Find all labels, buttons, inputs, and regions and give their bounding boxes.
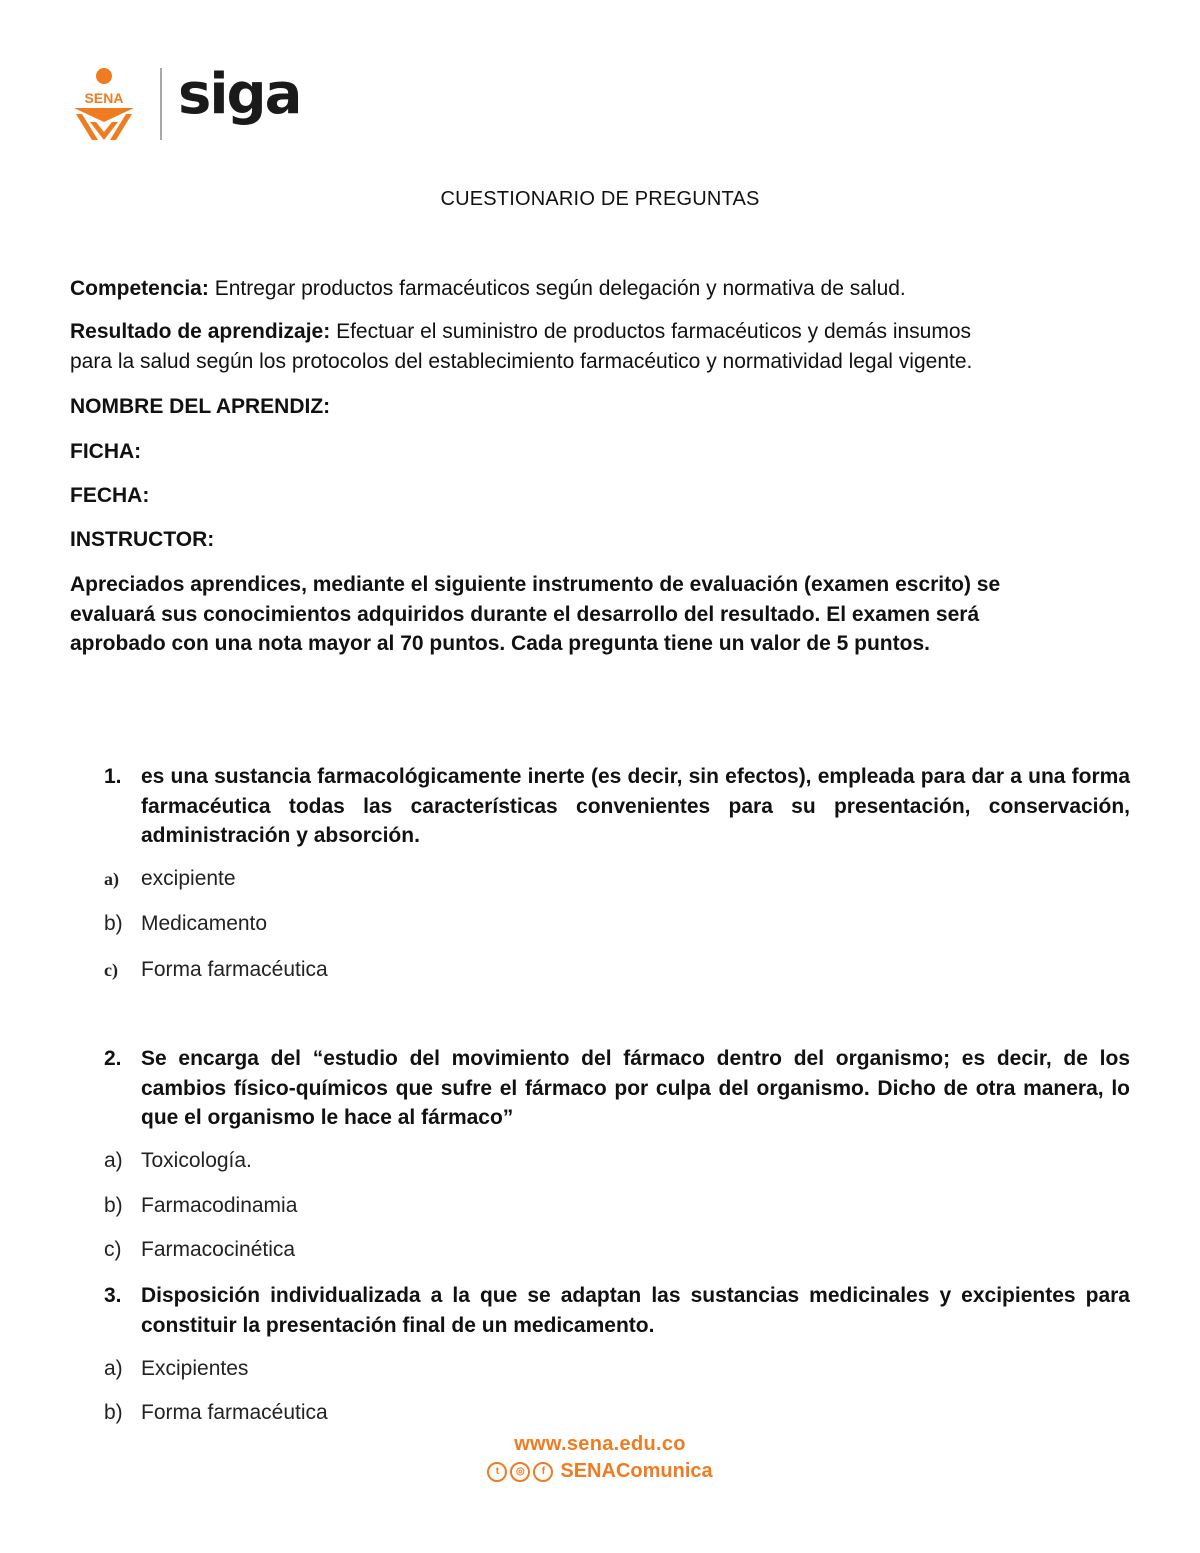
- instructions-paragraph: [70, 570, 1130, 659]
- competencia-text: Entregar productos farmacéuticos según delegación y normativa de salud.: [208, 277, 906, 300]
- question-text: Disposición individualizada a la que se adaptan las sustancias medicinales y excipientes para constituir la presentación final de un medicamento.: [141, 1284, 1130, 1337]
- question-1: [104, 762, 1130, 851]
- option-text: Toxicología.: [141, 1149, 252, 1172]
- instructions-line: aprobado con una nota mayor al 70 puntos. Cada pregunta tiene un valor de 5 puntos.: [70, 632, 930, 655]
- logo-divider: [160, 68, 162, 140]
- question-3: [104, 1281, 1130, 1340]
- option-text: Farmacocinética: [141, 1238, 296, 1261]
- competencia-label: Competencia:: [70, 277, 209, 300]
- sena-logo-icon: [68, 66, 140, 142]
- option-letter: b): [104, 912, 123, 935]
- competencia-paragraph: [70, 274, 1130, 304]
- resultado-paragraph: [70, 317, 1130, 377]
- facebook-icon[interactable]: f: [533, 1462, 553, 1482]
- option-letter: a): [104, 869, 119, 889]
- option-text: Medicamento: [141, 912, 268, 935]
- question-3-option-a[interactable]: [104, 1354, 248, 1384]
- resultado-label: Resultado de aprendizaje:: [70, 320, 331, 343]
- document-title: CUESTIONARIO DE PREGUNTAS: [440, 188, 760, 210]
- question-2-option-a[interactable]: [104, 1146, 252, 1176]
- resultado-text-line2: para la salud según los protocolos del establecimiento farmacéutico y normatividad legal vigente.: [70, 350, 973, 373]
- ficha-field-label: FICHA:: [70, 440, 142, 463]
- option-text: excipiente: [141, 867, 236, 890]
- footer-social-handle[interactable]: SENAComunica: [560, 1460, 713, 1482]
- question-text: Se encarga del “estudio del movimiento del fármaco dentro del organismo; es decir, de los cambios físico-químicos que sufre el fármaco por culpa del organismo. Dicho de otra manera, lo que el organismo le hace al fármaco”: [141, 1047, 1130, 1129]
- question-2-option-b[interactable]: [104, 1191, 297, 1221]
- question-3-option-b[interactable]: [104, 1398, 328, 1428]
- question-number: 2.: [104, 1047, 122, 1070]
- option-text: Forma farmacéutica: [141, 958, 328, 981]
- instructions-line: Apreciados aprendices, mediante el siguiente instrumento de evaluación (examen escrito) se: [70, 573, 1001, 596]
- option-letter: b): [104, 1401, 123, 1424]
- question-text: es una sustancia farmacológicamente inerte (es decir, sin efectos), empleada para dar a una forma farmacéutica todas las características convenientes para su presentación, conservación, administración y absorción.: [141, 765, 1130, 847]
- question-number: 3.: [104, 1284, 122, 1307]
- instructor-field-label: INSTRUCTOR:: [70, 528, 215, 551]
- option-letter: a): [104, 1149, 123, 1172]
- nombre-field-label: NOMBRE DEL APRENDIZ:: [70, 395, 331, 418]
- question-2-option-c[interactable]: [104, 1235, 295, 1265]
- option-letter: c): [104, 1238, 122, 1261]
- page-footer: [0, 1433, 1200, 1483]
- instagram-icon[interactable]: ◎: [510, 1462, 530, 1482]
- option-letter: b): [104, 1194, 123, 1217]
- siga-wordmark: siga: [178, 62, 301, 127]
- fecha-field-label: FECHA:: [70, 484, 150, 507]
- sena-siga-logo: [68, 62, 308, 146]
- question-1-option-c[interactable]: [104, 955, 328, 985]
- option-text: Farmacodinamia: [141, 1194, 298, 1217]
- question-2: [104, 1044, 1130, 1133]
- question-1-option-b[interactable]: [104, 909, 267, 939]
- question-number: 1.: [104, 765, 122, 788]
- footer-social: [0, 1460, 1200, 1483]
- option-text: Excipientes: [141, 1357, 249, 1380]
- sena-logo-text: SENA: [84, 90, 124, 106]
- question-1-option-a[interactable]: [104, 864, 236, 894]
- footer-website-link[interactable]: www.sena.edu.co: [514, 1433, 686, 1455]
- option-letter: a): [104, 1357, 123, 1380]
- instructions-line: evaluará sus conocimientos adquiridos durante el desarrollo del resultado. El examen será: [70, 602, 980, 626]
- option-text: Forma farmacéutica: [141, 1401, 328, 1424]
- option-letter: c): [104, 960, 118, 980]
- twitter-icon[interactable]: t: [487, 1462, 507, 1482]
- resultado-text-line1: Efectuar el suministro de productos farmacéuticos y demás insumos: [330, 320, 972, 343]
